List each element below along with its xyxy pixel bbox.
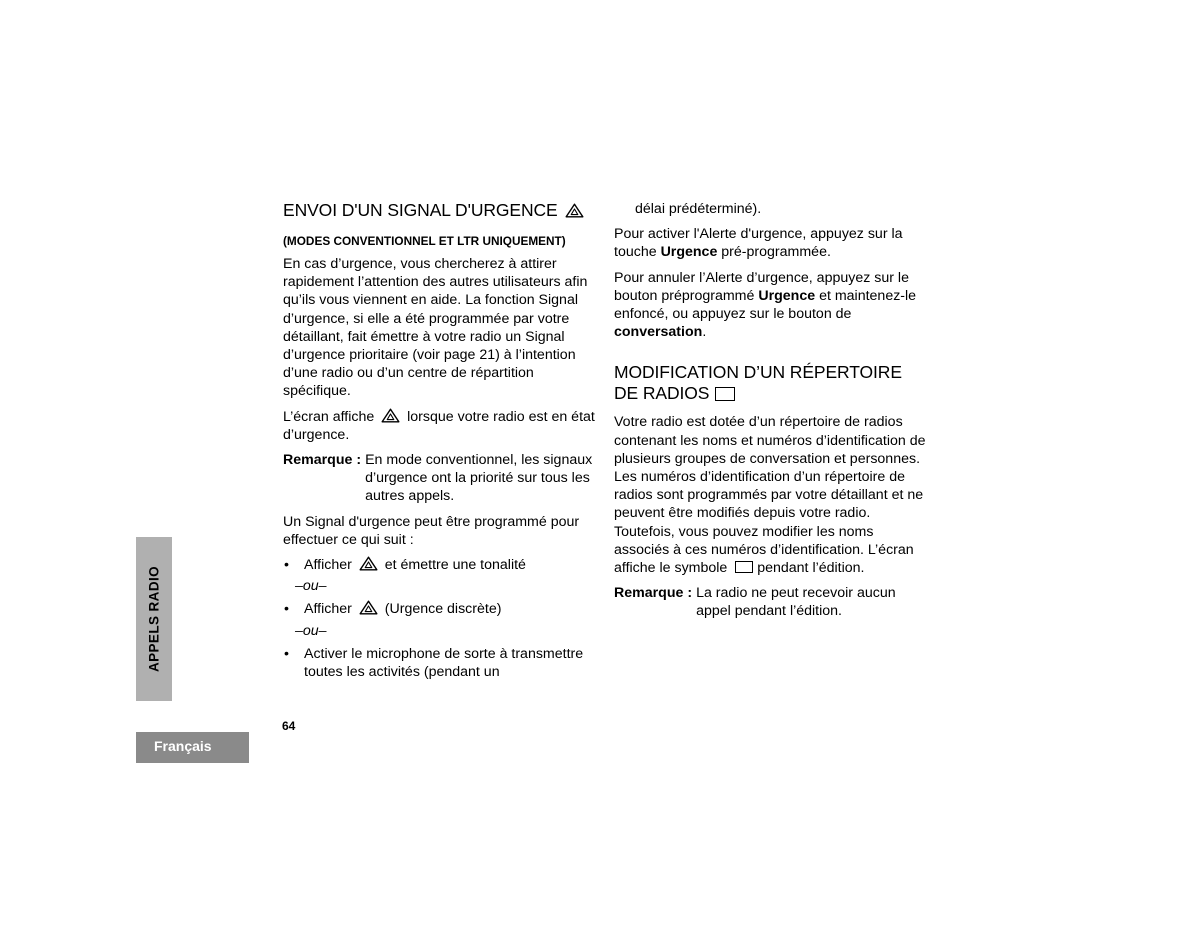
directory-text-end: pendant l’édition. <box>757 560 865 577</box>
list-item <box>283 556 595 574</box>
section-tab <box>136 537 172 701</box>
continuation-text: délai prédéterminé). <box>635 201 762 217</box>
activate-text-post: pré-programmée. <box>721 244 831 261</box>
options-list <box>283 556 595 681</box>
warning-triangle-icon <box>381 408 400 423</box>
list-item <box>283 645 595 681</box>
right-column <box>614 200 926 628</box>
directory-heading <box>614 362 926 404</box>
bullet3-text: Activer le microphone de sorte à transmettre toutes les activités (pendant un <box>304 645 584 681</box>
note-conventional <box>283 451 595 506</box>
bullet2-text-pre: Afficher <box>304 601 352 618</box>
display-text-pre: L’écran affiche <box>283 408 375 425</box>
warning-triangle-icon <box>359 556 378 571</box>
rectangle-icon <box>715 387 735 401</box>
language-tab: Français <box>136 732 249 763</box>
bullet2-text-post: (Urgence discrète) <box>384 601 502 618</box>
emergency-heading <box>283 200 595 221</box>
rectangle-icon <box>735 561 753 573</box>
activate-paragraph <box>614 225 926 261</box>
urgence-button-label: Urgence <box>758 287 816 304</box>
cancel-text-mid: et maintenez-le enfoncé, ou appuyez sur le bouton de <box>614 287 917 323</box>
modes-subheading: (MODES CONVENTIONNEL ET LTR UNIQUEMENT) <box>283 234 566 248</box>
page-number: 64 <box>282 719 296 733</box>
note-label: Remarque : <box>614 585 693 602</box>
left-column <box>283 200 595 684</box>
list-item <box>283 600 595 618</box>
program-paragraph: Un Signal d'urgence peut être programmé pour effectuer ce qui suit : <box>283 513 580 548</box>
cancel-text-end: . <box>702 324 707 341</box>
note-text: En mode conventionnel, les signaux d’urgence ont la priorité sur tous les autres appels. <box>365 452 593 505</box>
cancel-text-pre: Pour annuler l’Alerte d’urgence, appuyez sur le bouton préprogrammé <box>614 269 909 304</box>
bullet1-text-post: et émettre une tonalité <box>384 557 526 574</box>
directory-heading-text: MODIFICATION D’UN RÉPERTOIRE DE RADIOS <box>614 362 902 404</box>
directory-text: Votre radio est dotée d’un répertoire de radios contenant les noms et numéros d’identification de plusieurs groupes de conversation et personnes. Les numéros d’identification d’un répertoire de radios sont programmés par votre détaillant et ne peuvent être modifiés depuis votre radio. Toutefois, vous pouvez modifier les noms associés à ces numéros d’identification. L’écran affiche le symbole <box>614 414 926 577</box>
activate-text-pre: Pour activer l'Alerte d'urgence, appuyez sur la touche <box>614 226 903 261</box>
or-separator: –ou– <box>295 622 327 639</box>
bullet-dot: • <box>284 601 289 618</box>
intro-paragraph: En cas d’urgence, vous chercherez à attirer rapidement l’attention des autres utilisateurs afin qu’ils vous viennent en aide. La fonction Signal d’urgence, si elle a été programmée par votre détaillant, fait émettre à votre radio un Signal d’urgence prioritaire (voir page 21) à l’intention d’une radio ou d’un centre de répartition spécifique. <box>283 256 588 400</box>
directory-paragraph <box>614 413 926 577</box>
bullet-dot: • <box>284 645 289 662</box>
bullet-dot: • <box>284 557 289 574</box>
display-text-post: lorsque votre radio est en état d’urgence. <box>283 408 595 443</box>
warning-triangle-icon <box>359 600 378 615</box>
note-text: La radio ne peut recevoir aucun appel pendant l’édition. <box>696 585 896 620</box>
section-tab-label: APPELS RADIO <box>146 565 162 673</box>
display-paragraph <box>283 408 595 444</box>
note-editing <box>614 584 926 620</box>
bullet1-text-pre: Afficher <box>304 557 352 574</box>
urgence-key-label: Urgence <box>660 244 718 261</box>
conversation-button-label: conversation <box>614 324 703 341</box>
cancel-paragraph <box>614 269 926 342</box>
warning-triangle-icon <box>565 203 584 218</box>
or-separator: –ou– <box>295 578 327 595</box>
note-label: Remarque : <box>283 452 362 469</box>
emergency-heading-text: ENVOI D'UN SIGNAL D'URGENCE <box>283 200 558 220</box>
